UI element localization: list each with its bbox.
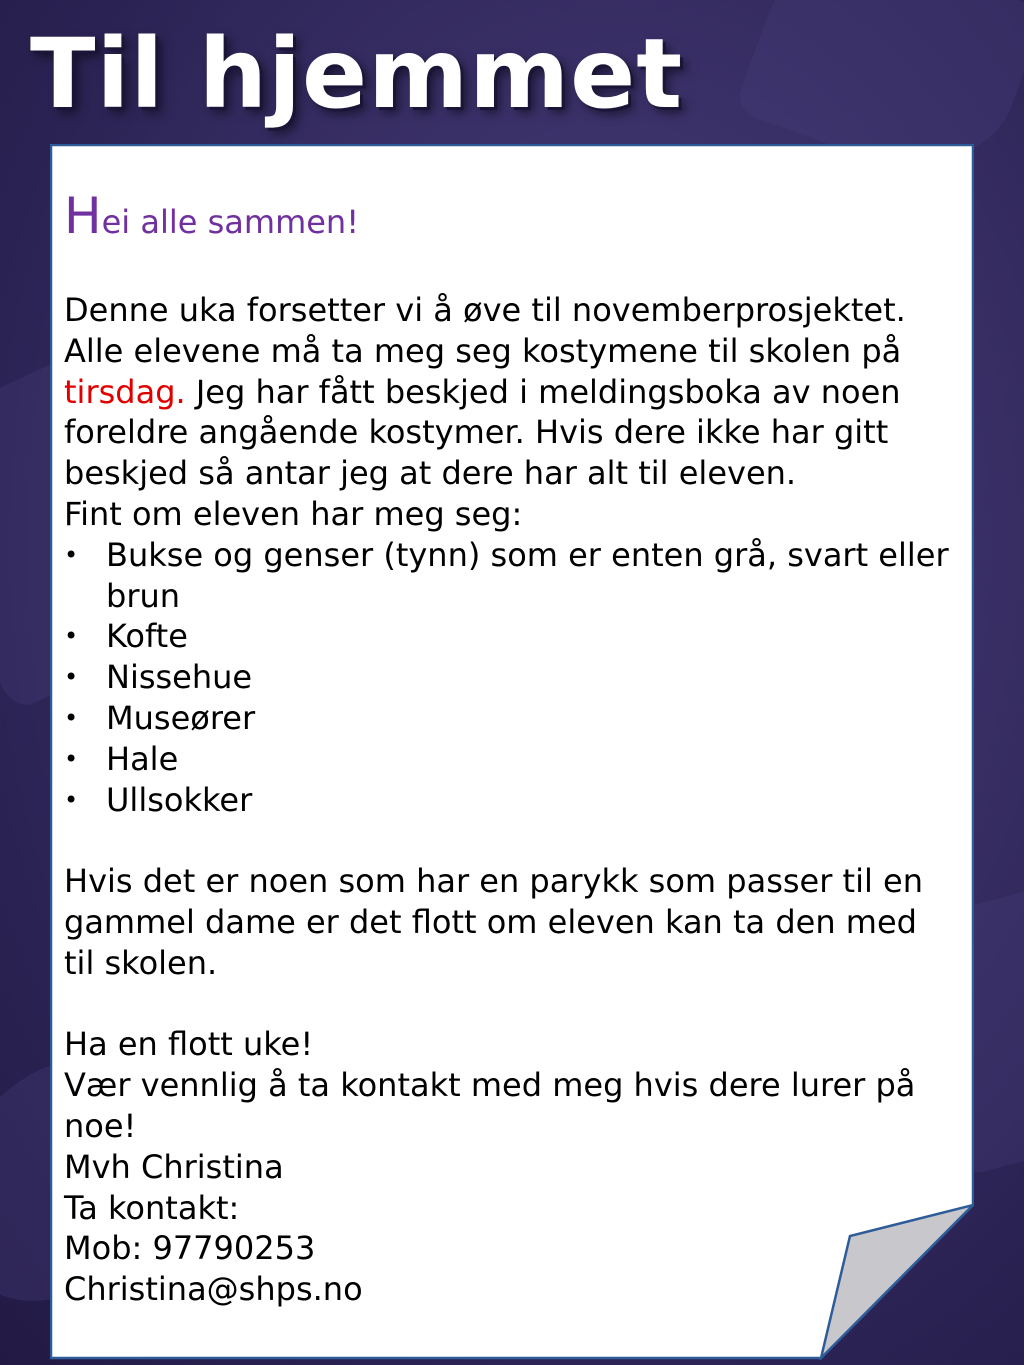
contact-label: Ta kontakt: — [64, 1188, 240, 1227]
list-item-text: Nissehue — [106, 658, 253, 697]
list-item — [64, 657, 954, 698]
spacer — [64, 820, 954, 861]
intro-text-after: Jeg har fått beskjed i meldingsboka av noen foreldre angående kostymer. Hvis dere ikke har gitt beskjed så antar jeg at dere har alt til eleven. — [64, 372, 901, 493]
highlight-day: tirsdag. — [64, 372, 186, 411]
greeting — [64, 188, 954, 250]
list-item-text: Bukse og genser (tynn) som er enten grå, svart eller brun — [106, 535, 949, 615]
intro-paragraph — [64, 290, 954, 494]
list-item — [64, 739, 954, 780]
list-item — [64, 616, 954, 657]
email-address: Christina@shps.no — [64, 1270, 363, 1309]
letter-body — [64, 188, 954, 1310]
bullet-icon: • — [64, 622, 79, 651]
page-title: Til hjemmet — [30, 18, 684, 130]
bullet-icon: • — [64, 703, 79, 732]
bullet-icon: • — [64, 663, 79, 692]
list-item — [64, 780, 954, 821]
greeting-initial: H — [64, 187, 102, 245]
spacer — [64, 984, 954, 1025]
bullet-icon: • — [64, 785, 79, 814]
signature: Mvh Christina — [64, 1147, 284, 1186]
list-item-text: Ullsokker — [106, 780, 253, 819]
closing-contact-request: Vær vennlig å ta kontakt med meg hvis dere lurer på noe! — [64, 1066, 916, 1145]
wig-paragraph: Hvis det er noen som har en parykk som passer til en gammel dame er det flott om eleven kan ta den med til skolen. — [64, 862, 924, 982]
list-intro: Fint om eleven har meg seg: — [64, 494, 523, 533]
costume-list — [64, 535, 954, 821]
list-item — [64, 698, 954, 739]
intro-text-before: Denne uka forsetter vi å øve til novemberprosjektet. Alle elevene må ta meg seg kostymene til skolen på — [64, 291, 906, 370]
list-item-text: Kofte — [106, 617, 188, 656]
list-item — [64, 535, 954, 617]
list-item-text: Museører — [106, 698, 256, 737]
closing-wish: Ha en flott uke! — [64, 1025, 314, 1064]
greeting-text: ei alle sammen! — [101, 203, 360, 241]
letter-paper — [50, 144, 974, 1360]
mobile-number: Mob: 97790253 — [64, 1229, 316, 1268]
list-item-text: Hale — [106, 739, 179, 778]
bullet-icon: • — [64, 744, 79, 773]
bullet-icon: • — [64, 540, 79, 569]
